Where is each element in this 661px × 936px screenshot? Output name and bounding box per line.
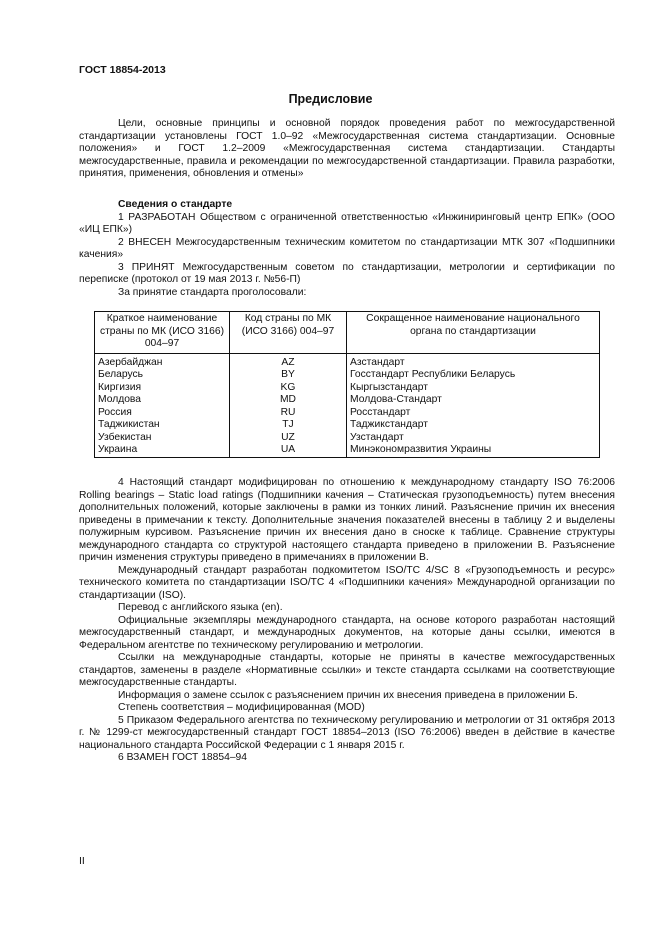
table-row bbox=[95, 432, 600, 445]
compliance-degree-line: Степень соответствия – модифицированная (MOD) bbox=[118, 702, 365, 713]
country-name: Россия bbox=[95, 407, 230, 420]
country-code: KG bbox=[230, 382, 347, 395]
country-code: MD bbox=[230, 394, 347, 407]
standards-body: Азстандарт bbox=[347, 353, 600, 369]
col-header-code: Код страны по МК (ИСО 3166) 004–97 bbox=[230, 312, 347, 354]
table-row bbox=[95, 419, 600, 432]
table-row bbox=[95, 394, 600, 407]
table-row bbox=[95, 369, 600, 382]
table-header-row bbox=[95, 312, 600, 354]
translation-line: Перевод с английского языка (en). bbox=[118, 602, 283, 613]
intl-standard-paragraph: Международный стандарт разработан подкомитетом ISO/TC 4/SC 8 «Грузоподъемность и ресурс» технического комитета по стандартизации ISO/TC 4 «Подшипники качения» Международной организации по стандартизации (ISO). bbox=[79, 564, 615, 601]
country-code: TJ bbox=[230, 419, 347, 432]
country-code: BY bbox=[230, 369, 347, 382]
voted-line: За принятие стандарта проголосовали: bbox=[118, 286, 307, 298]
country-name: Беларусь bbox=[95, 369, 230, 382]
standards-body: Росстандарт bbox=[347, 407, 600, 420]
col-header-country: Краткое наименование страны по МК (ИСО 3166) 004–97 bbox=[95, 312, 230, 354]
country-name: Молдова bbox=[95, 394, 230, 407]
info-item-2: 2 ВНЕСЕН Межгосударственным техническим комитетом по стандартизации МТК 307 «Подшипники качения» bbox=[79, 236, 615, 260]
col-header-body: Сокращенное наименование национального органа по стандартизации bbox=[347, 312, 600, 354]
standards-body: Узстандарт bbox=[347, 432, 600, 445]
country-name: Азербайджан bbox=[95, 353, 230, 369]
standards-body: Таджикстандарт bbox=[347, 419, 600, 432]
country-name: Узбекистан bbox=[95, 432, 230, 445]
standard-info-block bbox=[79, 199, 615, 299]
page-number: II bbox=[79, 855, 85, 867]
standards-body: Госстандарт Республики Беларусь bbox=[347, 369, 600, 382]
country-code: RU bbox=[230, 407, 347, 420]
country-code: UA bbox=[230, 444, 347, 457]
country-code: UZ bbox=[230, 432, 347, 445]
country-name: Украина bbox=[95, 444, 230, 457]
info-item-6: 6 ВЗАМЕН ГОСТ 18854–94 bbox=[118, 752, 248, 763]
intro-paragraph: Цели, основные принципы и основной порядок проведения работ по межгосударственной стандартизации установлены ГОСТ 1.0–92 «Межгосударственная система стандартизации. Основные положения» и ГОСТ 1.2–2009 «Межгосударственная система стандартизации. Стандарты межгосударственные, правила и рекомендации по межгосударственной стандартизации. Правила разработки, принятия, применения, обновления и отмены» bbox=[79, 118, 615, 179]
info-item-5: 5 Приказом Федерального агентства по техническому регулированию и метрологии от 31 октября 2013 г. № 1299-ст межгосударственный стандарт ГОСТ 18854–2013 (ISO 76:2006) введен в действие в качестве национального стандарта Российской Федерации с 1 января 2015 г. bbox=[79, 714, 615, 751]
table-row bbox=[95, 382, 600, 395]
country-name: Киргизия bbox=[95, 382, 230, 395]
country-name: Таджикистан bbox=[95, 419, 230, 432]
official-copies-paragraph: Официальные экземпляры международного стандарта, на основе которого разработан настоящий межгосударственный стандарт, и международных документов, на которые даны ссылки, имеются в Федеральном агентстве по техническому регулированию и метрологии. bbox=[79, 614, 615, 651]
table-row bbox=[95, 407, 600, 420]
intro-block bbox=[79, 118, 615, 181]
standards-body: Молдова-Стандарт bbox=[347, 394, 600, 407]
modification-block bbox=[79, 477, 615, 765]
standards-body: Кыргызстандарт bbox=[347, 382, 600, 395]
country-code: AZ bbox=[230, 353, 347, 369]
table-row bbox=[95, 353, 600, 369]
references-paragraph: Ссылки на международные стандарты, которые не приняты в качестве межгосударственных стандартов, заменены в разделе «Нормативные ссылки» и тексте стандарта ссылками на соответствующие межгосударственные стандарты. bbox=[79, 652, 615, 688]
document-code-header: ГОСТ 18854-2013 bbox=[79, 64, 166, 76]
info-item-4: 4 Настоящий стандарт модифицирован по отношению к международному стандарту ISO 76:2006 Rolling bearings – Static load ratings (Подшипники качения – Статическая грузоподъемность) путем внесения дополнительных положений, которые заключены в рамки из тонких линий. Разъяснение причин их внесения приведены в примечании к тексту. Дополнительные значения показателей внесены в таблицу 2 и выделены полужирным курсивом. Разъяснение причин их внесения дано в сноске к таблице. Сравнение структуры международного стандарта со структурой настоящего стандарта приведено в приложении В. Разъяснение причин изменения структуры приведено в примечаниях в приложении В. bbox=[79, 477, 615, 563]
standards-body: Минэкономразвития Украины bbox=[347, 444, 600, 457]
info-item-3: 3 ПРИНЯТ Межгосударственным советом по стандартизации, метрологии и сертификации по переписке (протокол от 19 мая 2013 г. №56-П) bbox=[79, 261, 615, 285]
countries-table bbox=[94, 311, 600, 458]
section-title: Предисловие bbox=[288, 92, 373, 106]
references-info-paragraph: Информация о замене ссылок с разъяснением причин их внесения приведена в приложении Б. bbox=[118, 689, 578, 701]
info-item-1: 1 РАЗРАБОТАН Обществом с ограниченной ответственностью «Инжиниринговый центр ЕПК» (ООО «ИЦ ЕПК») bbox=[79, 211, 615, 235]
standard-info-heading: Сведения о стандарте bbox=[118, 199, 233, 210]
table-row bbox=[95, 444, 600, 457]
